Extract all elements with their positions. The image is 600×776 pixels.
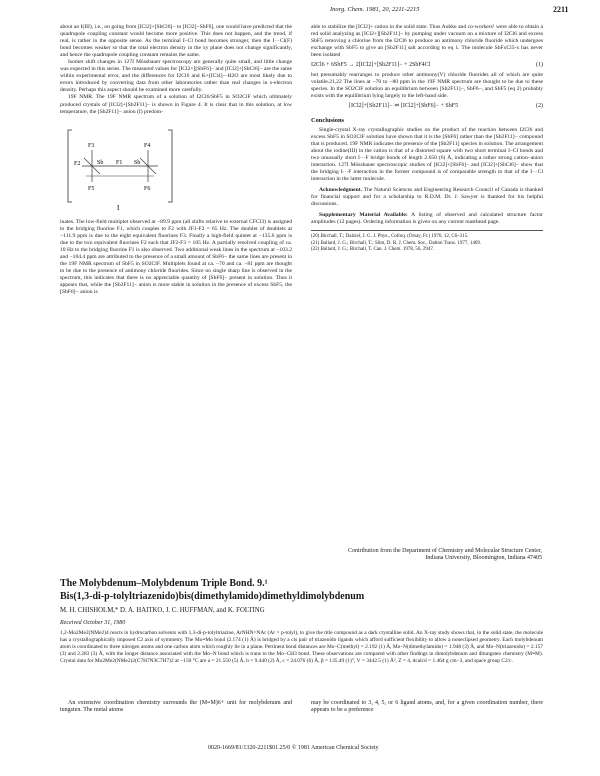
article-title bbox=[60, 578, 550, 603]
left-paragraph-1: about an I(III), i.e., on going from [ICl2]+[SbCl6]− to [ICl2]−SbF6], one would have predicted that the quadrupole coupling constant would become more positive. This does not happen, and the trend, if real, is rather in the opposite sense. As the terminal I–Cl bond becomes stronger, then the I···Cl(F) bond becomes weaker so that the total electron density in the xy plane does not change significantly, and hence the quadrupole coupling constant remains the same. bbox=[60, 24, 292, 59]
references-list bbox=[311, 234, 543, 253]
atom-label: F2 bbox=[74, 160, 81, 167]
left-column bbox=[60, 24, 292, 296]
conclusions-heading: Conclusions bbox=[311, 116, 345, 124]
article-abstract: 1,2-Mo2Me2(NMe2)4 reacts in hydrocarbon solvents with 1,3-di-p-tolyltriazine, ArNHN=NAr (Ar = p-tolyl), to give the title compound as a dark crystalline solid. An X-ray study shows that, in the solid state, the molecule has a crystallographically imposed C2 axis of symmetry. The Mo≡Mo bond (2.174 (1) Å) is bridged by a cis pair of triazenido ligands which afford sufficient flexibility to allow a noneclipsed geometry. Each molybdenum atom is coordinated to three nitrogen atoms and one carbon atom which roughly lie in a plane. Pertinent bond distances are Mo–C(methyl) = 2.192 (1) Å, Mo–N(dimethylamido) = 1.948 (3) Å, and Mo–N(triazenido) = 2.157 (3) and 2.283 (3) Å, with the longer distance associated with the Mo–N bond which is trans to the Mo–CH3 bond. These observations are compared with other findings in dimolybdenum and ditungsten chemistry (M≡M). Crystal data for Mo2Me2(NMe2)2(C7H7N3C7H7)2 at −150 °C are a = 21.550 (5) Å, b = 9.440 (2) Å, c = 24.076 (6) Å, β = 135.49 (1)°, V = 3442.5 (1) Å³, Z = 4, dcalcd = 1.464 g cm−3, and space group C2/c. bbox=[60, 630, 543, 664]
article-title-line-2: Bis(1,3-di-p-tolyltriazenido)bis(dimethylamido)dimethyldimolybdenum bbox=[60, 590, 365, 602]
acknowledgment-heading: Acknowledgment. bbox=[319, 186, 363, 193]
left-paragraph-2: Isomer shift changes in 127I Mössbauer spectroscopy are generally quite small, and little change was expected in this series. The measured values for [ICl2+][SbF6]− and [ICl2]+[SbCl6]− are the same within experimental error, and the differences for I2Cl6 and K+[ICl4]−·H2O are most likely due to errors introduced by converting data from other laboratories rather than real changes in s-electron density. Perhaps this aspect should be examined more carefully. bbox=[60, 59, 293, 94]
intro-right: may be coordinated to 3, 4, 5, or 6 ligand atoms, and, for a given coordination number, there appears to be a preference bbox=[311, 700, 543, 714]
atom-label: Sb bbox=[97, 159, 104, 166]
atom-label: F3 bbox=[88, 142, 95, 149]
equation-1-text: I2Cl6 + 6SbF5 → 2[ICl2]+[Sb2F11]− + 2SbF4Cl bbox=[311, 62, 431, 69]
figure-label: I bbox=[117, 203, 120, 212]
supplementary-text: A listing of observed and calculated structure factor amplitudes (12 pages). Ordering information is given on any current masthead page. bbox=[311, 212, 544, 226]
equation-1 bbox=[311, 62, 543, 69]
right-bracket bbox=[168, 130, 172, 202]
atom-label: Sb bbox=[134, 159, 141, 166]
atom-label: F6 bbox=[144, 185, 151, 192]
left-paragraph-3: 19F NMR. The 19F NMR spectrum of a solution of I2Cl6/SbF5 in SO2ClF which ultimately produced crystals of [ICl2]+[Sb2F11]− is shown in Figure 4. It is clear that in this solution, at low temperature, the [Sb2F11]− anion (I) predom- bbox=[60, 94, 292, 115]
atom-label: F1 bbox=[116, 159, 123, 166]
sb2f11-structure-figure bbox=[60, 120, 180, 212]
equation-2 bbox=[311, 103, 543, 110]
reference-item: (21) Ballard, J. G.; Birchall, T.; Slim, D. R. J. Chem. Soc., Dalton Trans. 1977, 1469. bbox=[311, 240, 482, 246]
supplementary-material bbox=[311, 212, 543, 226]
conclusions-paragraph: Single-crystal X-ray crystallographic studies on the product of the reaction between I2Cl6 and excess SbF5 in SO2ClF solution have shown that it is the [SbF6] rather than the [Sb2F11]− compound that is produced. 19F NMR indicates the presence of the [Sb2F11] species in solution. The arrangement about the iodine(III) in the cation is that of a distorted square with two short terminal I–Cl bonds and two unusually short I···F bridge bonds of length 2.650 (6) Å, indicating a rather strong cation–anion interaction. 127I Mössbauer spectroscopic studies of [ICl2]+[SbF6]− and [ICl2]+[SbCl6]− show that the bridging I···F interaction in the former compound is of comparable strength to that of the I···Cl interaction in the latter molecule. bbox=[311, 126, 543, 182]
article-authors: M. H. CHISHOLM,* D. A. HAITKO, J. C. HUFFMAN, and K. FOLTING bbox=[60, 607, 265, 614]
received-date: Received October 31, 1980 bbox=[60, 620, 126, 626]
page-number: 2211 bbox=[553, 5, 569, 14]
left-bracket bbox=[68, 130, 72, 202]
right-paragraph-1: able to stabilize the [ICl2]+ cation in the solid state. Thus Aubke and co-workers¹ were able to obtain a red solid analyzing as [ICl2+][Sb2F11]− by pumping under vacuum on a mixture of I2Cl6 and excess SbF5 removing a chlorine from the I2Cl6 to produce an antimony chloride fluoride which undergoes exchange with SbF5 to give an [Sb2F11] salt according to eq 1. The molecule SbFxCl5-x has never been isolated bbox=[311, 24, 543, 59]
equation-2-number: (2) bbox=[536, 103, 543, 110]
page-footer: 0020-1669/81/1320-2211$01.25/0 © 1981 American Chemical Society bbox=[208, 745, 379, 751]
atom-label: F5 bbox=[88, 185, 95, 192]
journal-header: Inorg. Chem. 1981, 20, 2211-2215 bbox=[330, 6, 420, 13]
contribution-line-1: Contribution from the Department of Chemistry and Molecular Structure Center, bbox=[347, 548, 542, 554]
article-title-line-1: The Molybdenum–Molybdenum Triple Bond. 9.¹ bbox=[60, 578, 268, 589]
left-paragraph-4: inates. The low-field multiplet observed at −89.9 ppm (all shifts relative to external CFCl3) is assigned to the bridging fluorine F1, which couples to F2 with JF1-F2 = 65 Hz. The doublet of doublets at −111.9 ppm is due to the eight equivalent fluorines F3. Finally a high-field quintet at −135.6 ppm is due to the two equivalent fluorines F2 such that JF2-F3 = 105 Hz. A partially resolved coupling of ca. 10 Hz to the bridging fluorine F1 is also observed. Two additional weak lines in the spectrum at −103.2 and −104.4 ppm are attributed to the presence of a small amount of SbF6− the same lines are present in the 19F NMR spectrum of SbF5 in SO2ClF. Multiplets found at ca. −70 and ca. −81 ppm are thought to be due to the presence of antimony chloride fluorides. Since no single sharp line is observed in the spectrum, this indicates that there is no appreciable quantity of [SbF6]− present in solution. Thus it appears that, while the [Sb2F11]− anion is more stable in solution in the presence of excess SbF5, the [SbF6]− anion is bbox=[60, 218, 292, 296]
acknowledgment bbox=[311, 187, 543, 208]
acknowledgment-text: The Natural Sciences and Engineering Research Council of Canada is thanked for financial support and for a scholarship to R.D.M. Dr. J. Sawyer is thanked for his helpful discussions. bbox=[311, 186, 543, 208]
equation-1-number: (1) bbox=[536, 62, 543, 69]
intro-left: An extensive coordination chemistry surrounds the (M≡M)6+ unit for molybdenum and tungsten. The metal atoms bbox=[60, 700, 292, 714]
supplementary-heading: Supplementary Material Available: bbox=[319, 212, 408, 219]
right-column bbox=[311, 24, 543, 253]
reference-item: (20) Birchall, T.; Dalziel, J. G. J. Phys., Colloq. (Orsay, Fr.) 1976, 12, C6–315. bbox=[311, 234, 469, 240]
contribution-line-2: Indiana University, Bloomington, Indiana 47405 bbox=[425, 555, 542, 562]
references-divider bbox=[311, 230, 543, 231]
atom-label: F4 bbox=[144, 142, 151, 149]
equation-2-text: [ICl2]+[Sb2F11]− ⇌ [ICl2]+[SbF6]− + SbF5 bbox=[349, 103, 459, 110]
contribution-line bbox=[250, 548, 542, 563]
right-paragraph-2: but presumably rearranges to produce other antimony(V) chloride fluorides all of which are quite volatile.21,22 The lines at −70 to −80 ppm in the 19F NMR spectrum are thought to be due to these species. In the SO2ClF solution an equilibrium between [Sb2F11]−, SbF6−, and SbF5 (eq 2) probably exists with the equilibrium lying largely to the left-hand side. bbox=[311, 72, 543, 100]
reference-item: (22) Ballard, J. G.; Birchall, T. Can. J. Chem. 1978, 56, 2947. bbox=[311, 246, 435, 252]
